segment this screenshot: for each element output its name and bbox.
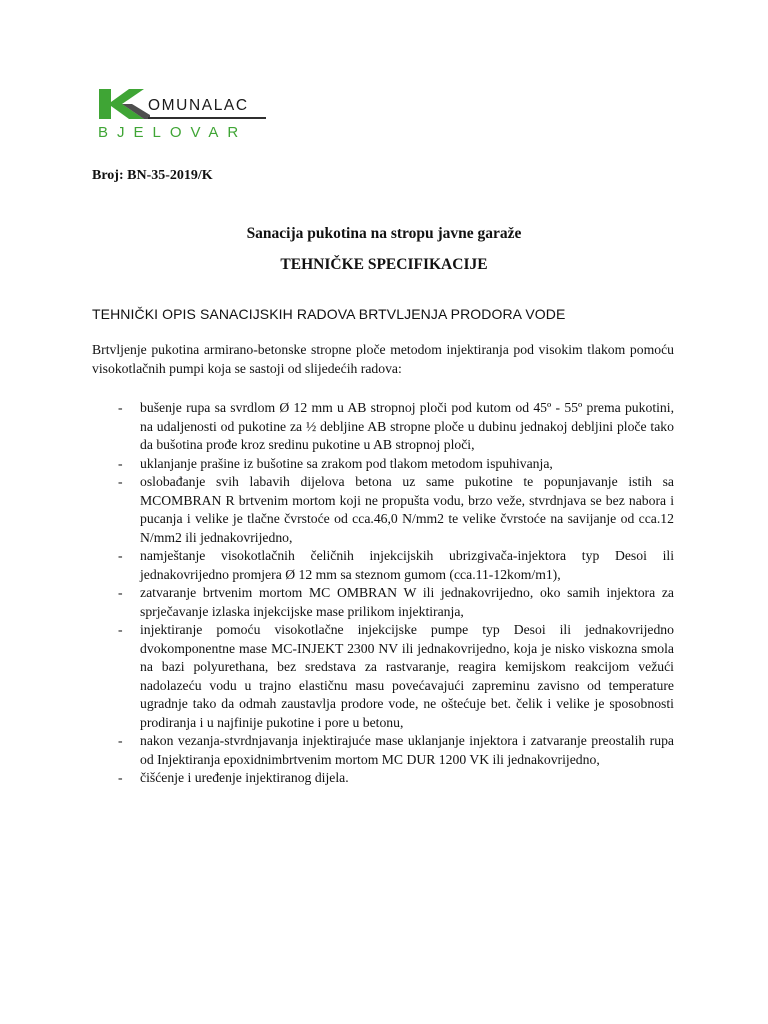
list-item xyxy=(92,584,674,621)
works-list xyxy=(92,399,674,788)
list-item xyxy=(92,455,674,474)
list-item xyxy=(92,547,674,584)
list-bullet: - xyxy=(118,455,123,471)
company-logo xyxy=(96,88,276,152)
logo-city: BJELOVAR xyxy=(98,124,248,141)
section-heading: TEHNIČKI OPIS SANACIJSKIH RADOVA BRTVLJENJA PRODORA VODE xyxy=(92,306,566,322)
document-number: Broj: BN-35-2019/K xyxy=(92,168,213,183)
logo-underline xyxy=(148,117,266,119)
list-item-text: injektiranje pomoću visokotlačne injekcijske pumpe typ Desoi ili jednakovrijedno dvokomponentne mase MC-INJEKT 2300 NV ili jednakovrijedno, koja je nisko viskozna smola na bazi polyurethana, bez sredstava za rastvaranje, reagira kemijskom reakcijom vežući nadolazeću vodu u trajno elastičnu masu povećavajući zapreminu zavisno od temperature ugradnje tako da odmah zaustavlja prodore vode, ne oštećuje bet. čelik i velike je sposobnosti prodiranja i u najfinije pukotine i pore u betonu, xyxy=(140,622,674,730)
list-bullet: - xyxy=(118,400,123,415)
document-title: Sanacija pukotina na stropu javne garaže xyxy=(246,225,522,242)
list-item xyxy=(92,399,674,455)
list-item xyxy=(92,621,674,732)
list-bullet: - xyxy=(118,770,123,785)
logo-company-name: OMUNALAC xyxy=(148,97,249,114)
list-item xyxy=(92,769,674,788)
list-item-text: nakon vezanja-stvrdnjavanja injektirajuće mase uklanjanje injektora i zatvaranje preostalih rupa od Injektiranja epoxidnimbrtvenim mortom MC DUR 1200 VK ili jednakovrijedno, xyxy=(140,733,674,767)
list-item-text: čišćenje i uređenje injektiranog dijela. xyxy=(140,770,349,785)
list-item-text: bušenje rupa sa svrdlom Ø 12 mm u AB stropnoj ploči pod kutom od 45º - 55º prema pukotini, na udaljenosti od pukotine za ½ debljine AB stropne ploče u dubinu jednakoj debljini ploče tako da bušotina prođe kroz sredinu pukotine u AB stropnoj ploči, xyxy=(140,400,674,452)
document-subtitle: TEHNIČKE SPECIFIKACIJE xyxy=(280,256,488,273)
logo-k-mark xyxy=(96,88,150,120)
list-item xyxy=(92,473,674,547)
list-item xyxy=(92,732,674,769)
list-bullet: - xyxy=(118,585,123,600)
list-item-text: namještanje visokotlačnih čeličnih injekcijskih ubrizgivača-injektora typ Desoi ili jednakovrijedno promjera Ø 12 mm sa steznom gumom (cca.11-12kom/m1), xyxy=(140,548,674,582)
intro-paragraph: Brtvljenje pukotina armirano-betonske stropne ploče metodom injektiranja pod visokim tlakom pomoću visokotlačnih pumpi koja se sastoji od slijedećih radova: xyxy=(92,342,674,376)
list-bullet: - xyxy=(118,548,123,563)
list-item-text: oslobađanje svih labavih dijelova betona uz same pukotine te popunjavanje istih sa MCOMBRAN R brtvenim mortom koji ne propušta vodu, brzo veže, stvrdnjava se bez nabora i pucanja i velike je tlačne čvrstoće od cca.46,0 N/mm2 te velike čvrstoće na savijanje od cca.12 N/mm2 ili jednakovrijedno, xyxy=(140,474,674,545)
list-bullet: - xyxy=(118,474,123,489)
list-bullet: - xyxy=(118,622,123,637)
list-item-text: uklanjanje prašine iz bušotine sa zrakom pod tlakom metodom ispuhivanja, xyxy=(140,455,553,471)
list-item-text: zatvaranje brtvenim mortom MC OMBRAN W ili jednakovrijedno, oko samih injektora za sprječavanje izlaska injekcijske mase prilikom injektiranja, xyxy=(140,585,674,619)
list-bullet: - xyxy=(118,733,123,748)
